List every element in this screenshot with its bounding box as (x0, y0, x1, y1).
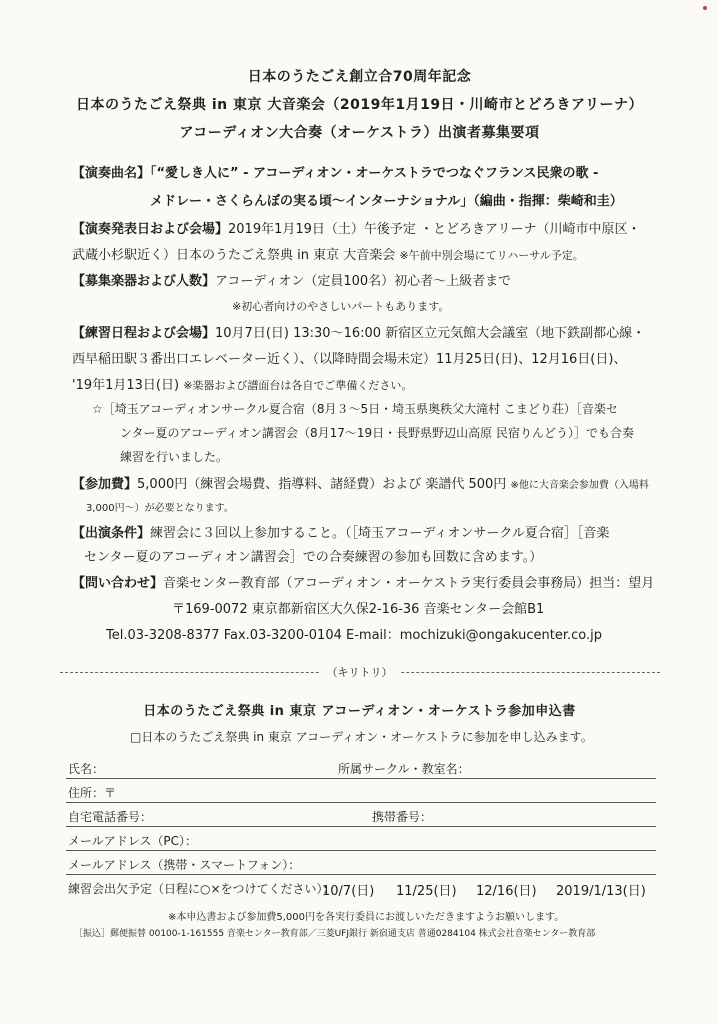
section-fee (72, 473, 649, 492)
contact-text: 音楽センター教育部（アコーディオン・オーケストラ実行委員会事務局）担当：望月 (163, 576, 655, 591)
phone-row (66, 808, 656, 827)
form-title: 日本のうたごえ祭典 in 東京 アコーディオン・オーケストラ参加申込書 (143, 704, 576, 719)
section-instruments (72, 270, 511, 289)
songs-title: 「“愛しき人に” - アコーディオン・オーケストラでつなぐフランス民衆の歌 - (150, 166, 599, 181)
camp-note-3: 練習を行いました。 (120, 450, 229, 464)
date-jan-13[interactable]: 2019/1/13(日) (556, 884, 646, 899)
email-pc-row (66, 832, 656, 851)
songs-medley: メドレー・さくらんぼの実る頃〜インターナショナル」（編曲・指揮：柴崎和圭） (150, 194, 623, 209)
practice-dates: 西早稲田駅３番出口エレベーター近く）、（以降時間会場未定）11月25日(日)、12月16日(日)、 (72, 352, 627, 367)
email-mobile-field[interactable]: メールアドレス（携帯・スマートフォン）： (68, 858, 301, 872)
venue-text: 武蔵小杉駅近く）日本のうたごえ祭典 in 東京 大音楽会 (72, 248, 396, 263)
paper-mark (703, 6, 707, 10)
section-contact (72, 572, 654, 591)
header-recruitment: アコーディオン大合奏（オーケストラ）出演者募集要項 (179, 125, 540, 141)
name-field[interactable]: 氏名： (68, 762, 105, 776)
section-label: 【演奏発表日および会場】 (72, 222, 229, 237)
rehearsal-note: ※午前中別会場にてリハーサル予定。 (399, 249, 584, 262)
section-label: 【練習日程および会場】 (72, 326, 216, 341)
cut-line-label: （キリトリ） (0, 664, 719, 680)
name-row (66, 760, 656, 779)
last-date: '19年1月13日(日) (72, 378, 180, 393)
camp-note-1: ☆［埼玉アコーディオンサークル夏合宿（8月３〜5日・埼玉県奥秩父大滝村 こまどり荘）［音楽セ (92, 402, 618, 416)
instruments-text: アコーディオン（定員100名）初心者〜上級者まで (215, 274, 512, 289)
section-label: 【出演条件】 (72, 526, 151, 541)
section-performance-date (72, 218, 641, 237)
performance-date-text: 2019年1月19日（土）午後予定 ・とどろきアリーナ（川崎市中原区・ (228, 222, 641, 237)
camp-note-2: ンター夏のアコーディオン講習会（8月17〜19日・長野県野辺山高原 民宿りんどう）］でも合奏 (120, 426, 634, 440)
home-phone-field[interactable]: 自宅電話番号： (68, 810, 153, 824)
header-event: 日本のうたごえ祭典 in 東京 大音楽会（2019年1月19日・川崎市とどろきアリーナ） (75, 97, 643, 113)
attendance-row (66, 880, 656, 898)
form-checkbox-text[interactable]: □日本のうたごえ祭典 in 東京 アコーディオン・オーケストラに参加を申し込みます。 (130, 730, 593, 744)
conditions-text-2: センター夏のアコーディオン講習会］での合奏練習の参加も回数に含めます。） (84, 550, 543, 565)
address-field[interactable]: 住所：〒 (68, 786, 117, 800)
performance-venue (72, 244, 584, 263)
fee-text: 5,000円（練習会場費、指導料、諸経費）および 楽譜代 500円 (137, 477, 507, 492)
practice-last-date (72, 374, 412, 393)
section-label: 【問い合わせ】 (72, 576, 164, 591)
header-anniversary: 日本のうたごえ創立合70周年記念 (247, 69, 472, 85)
section-label: 【募集楽器および人数】 (72, 274, 216, 289)
conditions-text: 練習会に３回以上参加すること。（［埼玉アコーディオンサークル夏合宿］［音楽 (150, 526, 610, 541)
section-practice (72, 322, 645, 341)
mobile-field[interactable]: 携帯番号： (372, 810, 433, 824)
fee-note: ※他に大音楽会参加費（入場料 (510, 480, 649, 491)
submission-note: ※本申込書および参加費5,000円を各実行委員にお渡しいただきますようお願いします。 (168, 912, 565, 923)
section-label: 【演奏曲名】 (72, 166, 151, 181)
section-conditions (72, 522, 609, 541)
fee-note-2: 3,000円〜）が必要となります。 (86, 503, 234, 514)
section-label: 【参加費】 (72, 477, 138, 492)
section-songs (72, 162, 598, 181)
date-oct-7[interactable]: 10/7(日) (322, 884, 375, 899)
circle-field[interactable]: 所属サークル・教室名： (338, 762, 470, 776)
email-mobile-row (66, 856, 656, 875)
date-nov-25[interactable]: 11/25(日) (396, 884, 457, 899)
practice-text: 10月7日(日) 13:30〜16:00 新宿区立元気館大会議室（地下鉄副都心線・ (215, 326, 646, 341)
contact-phone-email: Tel.03-3208-8377 Fax.03-3200-0104 E-mail：mochizuki@ongakucenter.co.jp (106, 628, 602, 643)
contact-address: 〒169-0072 東京都新宿区大久保2-16-36 音楽センター会館B1 (172, 602, 545, 617)
bank-transfer-info: ［振込］郵便振替 00100-1-161555 音楽センター教育部／三菱UFJ銀行 新宿通支店 普通0284104 株式会社音楽センター教育部 (74, 929, 596, 939)
attendance-label: 練習会出欠予定（日程に○×をつけてください）： (68, 882, 335, 896)
address-row (66, 784, 656, 803)
beginner-note: ※初心者向けのやさしいパートもあります。 (232, 300, 450, 313)
instrument-note: ※楽器および譜面台は各自でご準備ください。 (183, 379, 413, 392)
date-dec-16[interactable]: 12/16(日) (476, 884, 537, 899)
email-pc-field[interactable]: メールアドレス（PC）： (68, 834, 198, 848)
